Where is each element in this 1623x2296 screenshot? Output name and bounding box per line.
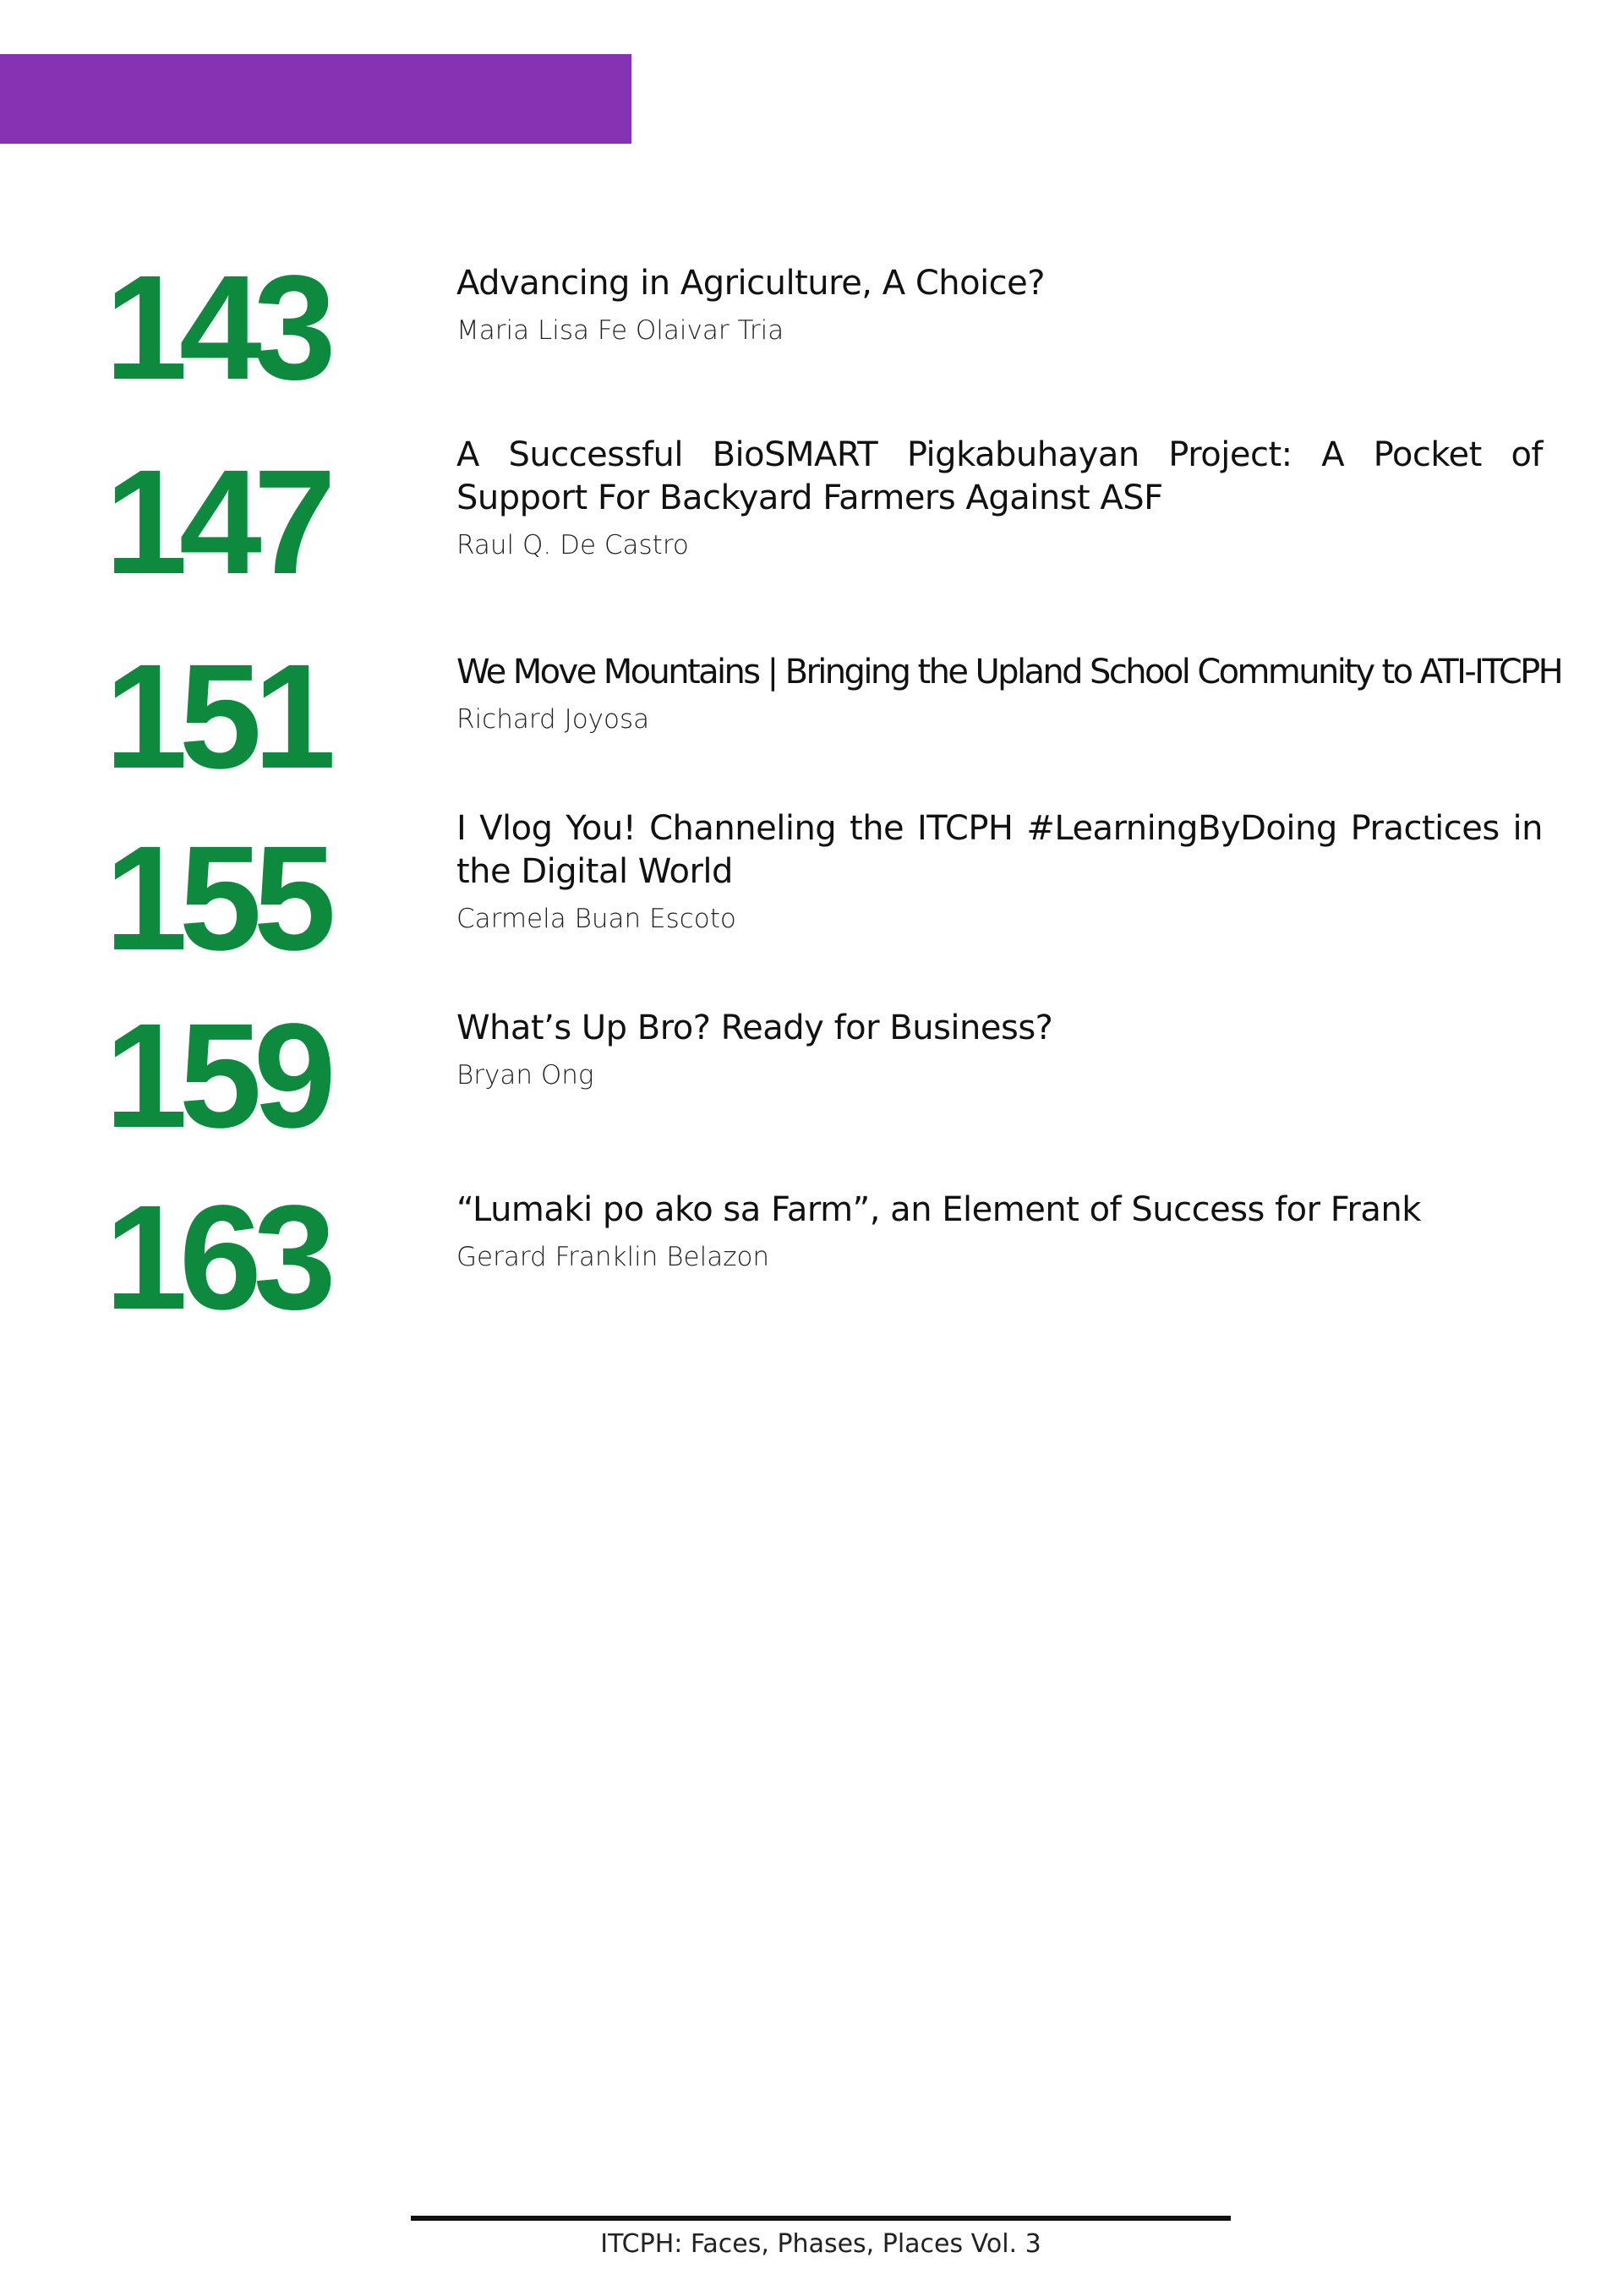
entry-author: Bryan Ong bbox=[456, 1060, 594, 1091]
entry-title: I Vlog You! Channeling the ITCPH #LearningByDoing Practices in the Digital World bbox=[456, 809, 1543, 891]
footer-divider bbox=[411, 2216, 1231, 2221]
page-number: 155 bbox=[105, 816, 328, 981]
page-number: 159 bbox=[105, 993, 328, 1159]
footer-publication-title: ITCPH: Faces, Phases, Places Vol. 3 bbox=[600, 2229, 1041, 2259]
entry-title: Advancing in Agriculture, A Choice? bbox=[456, 264, 1046, 303]
page-number: 151 bbox=[105, 634, 328, 800]
header-accent-bar bbox=[0, 54, 631, 144]
entry-title: A Successful BioSMART Pigkabuhayan Project: A Pocket of Support For Backyard Farmers Against ASF bbox=[456, 435, 1543, 517]
entry-author: Richard Joyosa bbox=[456, 704, 650, 735]
entry-author: Carmela Buan Escoto bbox=[456, 904, 736, 934]
entry-title: What’s Up Bro? Ready for Business? bbox=[456, 1009, 1053, 1047]
page-number: 143 bbox=[105, 245, 328, 411]
entry-author: Raul Q. De Castro bbox=[456, 530, 689, 560]
entry-author: Maria Lisa Fe Olaivar Tria bbox=[456, 315, 784, 346]
page-number: 147 bbox=[105, 440, 328, 605]
entry-title: “Lumaki po ako sa Farm”, an Element of Success for Frank bbox=[456, 1190, 1421, 1229]
entry-title: We Move Mountains | Bringing the Upland School Community to ATI-ITCPH bbox=[456, 653, 1562, 692]
page-number: 163 bbox=[105, 1175, 328, 1341]
entry-author: Gerard Franklin Belazon bbox=[456, 1242, 770, 1272]
